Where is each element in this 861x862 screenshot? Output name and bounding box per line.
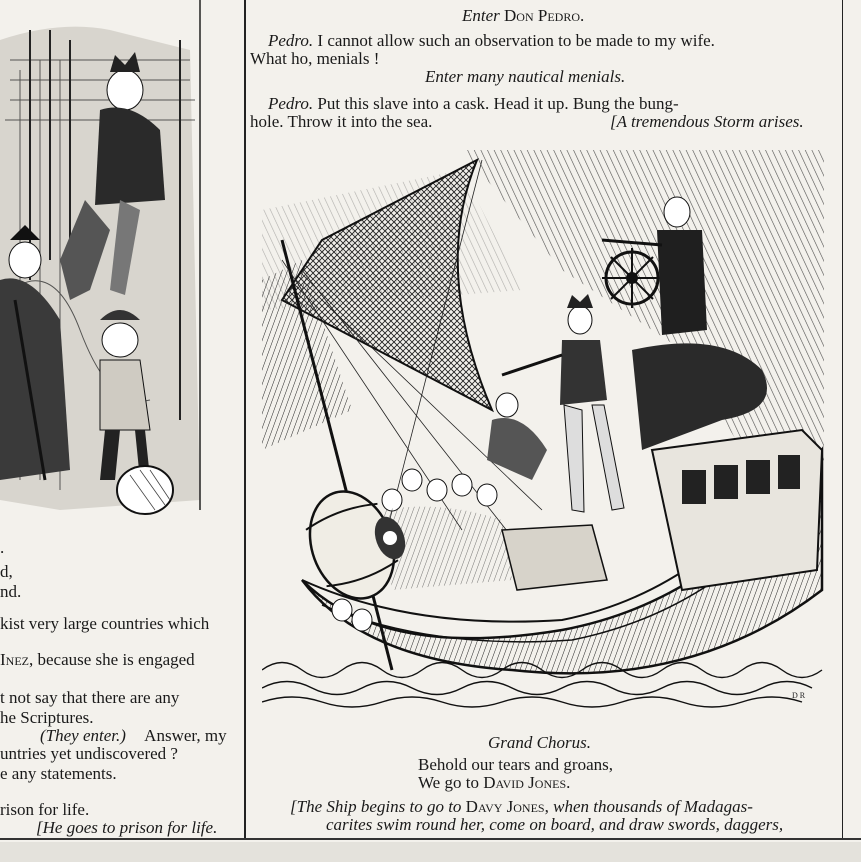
left-line-9: untries yet undiscovered ? [0, 744, 178, 763]
pedro-speech-1-line-1 [268, 31, 715, 51]
left-illustration [0, 0, 238, 520]
speech-text: I cannot allow such an observation to be made to my wife. [317, 31, 715, 50]
left-line-7: he Scriptures. [0, 708, 94, 727]
name-davy-jones: Davy Jones, [465, 797, 549, 816]
chorus-line-2 [418, 773, 570, 793]
page-bottom-rule [0, 838, 861, 840]
enter-word: Enter [462, 6, 500, 25]
speaker-pedro: Pedro. [268, 31, 314, 50]
name-don-pedro: Don Pedro. [504, 6, 585, 25]
left-line-8 [40, 726, 227, 746]
column-divider [244, 0, 246, 838]
left-line-8-suffix: Answer, my [144, 726, 227, 745]
final-direction-prefix: [The Ship begins to go to [290, 797, 462, 816]
pedro-speech-2-line-2: hole. Throw it into the sea. [250, 112, 433, 131]
pedro-speech-2-line-1 [268, 94, 679, 114]
speech-text: Put this slave into a cask. Head it up. Bung the bung- [317, 94, 679, 113]
ship-storm-illustration [262, 150, 824, 710]
stage-direction-they-enter: (They enter.) [40, 726, 126, 745]
left-line-11: rison for life. [0, 800, 90, 819]
stage-direction-enter-pedro [462, 6, 584, 26]
left-line-4: kist very large countries which [0, 614, 210, 633]
page-bottom-margin [0, 842, 861, 862]
left-line-5 [0, 650, 195, 670]
chorus-line-2-prefix: We go to [418, 773, 479, 792]
final-direction-line-2: carites swim round her, come on board, and draw swords, daggers, [326, 815, 784, 834]
final-direction-line-1 [290, 797, 753, 817]
court-scene-engraving [0, 0, 238, 520]
name-david-jones: David Jones. [483, 773, 571, 792]
final-direction-suffix: when thousands of Madagas- [553, 797, 753, 816]
chorus-line-1: Behold our tears and groans, [418, 755, 613, 774]
left-line-5-suffix: because she is engaged [37, 650, 195, 669]
ship-engraving [262, 150, 824, 710]
stage-direction-storm: [A tremendous Storm arises. [610, 112, 804, 131]
chorus-heading: Grand Chorus. [488, 733, 591, 752]
name-inez: Inez, [0, 650, 34, 669]
left-line-6: t not say that there are any [0, 688, 180, 707]
pedro-speech-1-line-2: What ho, menials ! [250, 49, 380, 68]
speaker-pedro: Pedro. [268, 94, 314, 113]
left-line-10: e any statements. [0, 764, 117, 783]
left-line-12: [He goes to prison for life. [36, 818, 218, 837]
left-line-2: d, [0, 562, 13, 581]
right-margin-rule [842, 0, 843, 838]
left-line-3: nd. [0, 582, 22, 601]
artist-signature: D R [792, 691, 806, 700]
left-line-1: . [0, 538, 5, 557]
stage-direction-menials: Enter many nautical menials. [425, 67, 626, 86]
